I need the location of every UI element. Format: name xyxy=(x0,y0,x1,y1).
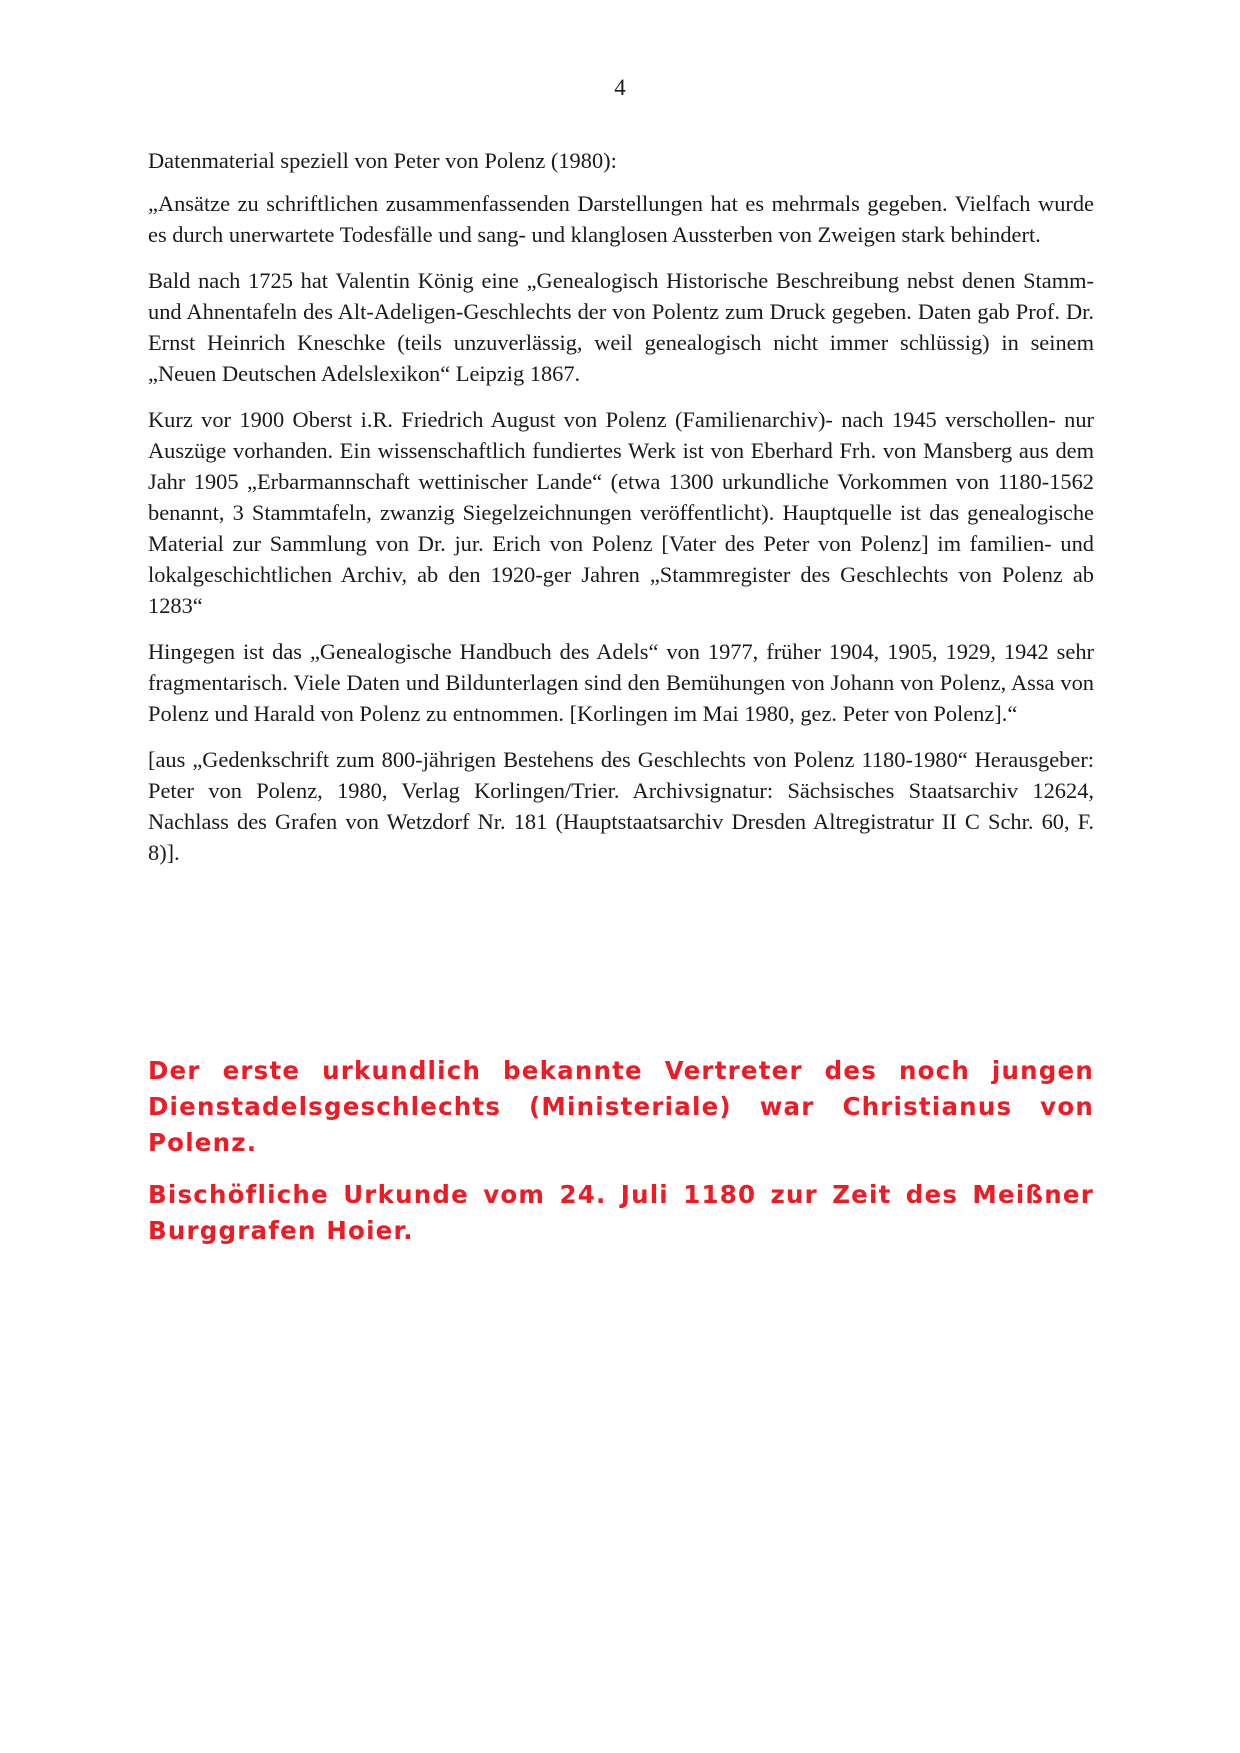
highlight-block xyxy=(148,1053,1094,1265)
paragraph-handbuch: Hingegen ist das „Genealogische Handbuch des Adels“ von 1977, früher 1904, 1905, 1929, 1942 sehr fragmentarisch. Viele Daten und Bildunterlagen sind den Bemühungen von Johann von Polenz, Assa von Polenz und Harald von Polenz zu entnommen. [Korlingen im Mai 1980, gez. Peter von Polenz].“ xyxy=(148,639,1094,726)
highlight-charter: Bischöfliche Urkunde vom 24. Juli 1180 zur Zeit des Meißner Burggrafen Hoier. xyxy=(148,1180,1094,1245)
page-number: 4 xyxy=(614,75,626,100)
main-text-block xyxy=(148,145,1094,883)
paragraph-mansberg: Kurz vor 1900 Oberst i.R. Friedrich August von Polenz (Familienarchiv)- nach 1945 verschollen- nur Auszüge vorhanden. Ein wissenschaftlich fundiertes Werk ist von Eberhard Frh. von Mansberg aus dem Jahr 1905 „Erbarmannschaft wettinischer Lande“ (etwa 1300 urkundliche Vorkommen von 1180-1562 benannt, 3 Stammtafeln, zwanzig Siegelzeichnungen veröffentlicht). Hauptquelle ist das genealogische Material zur Sammlung von Dr. jur. Erich von Polenz [Vater des Peter von Polenz] im familien- und lokalgeschichtlichen Archiv, ab den 1920-ger Jahren „Stammregister des Geschlechts von Polenz ab 1283“ xyxy=(148,407,1094,618)
paragraph-source: [aus „Gedenkschrift zum 800-jährigen Bestehens des Geschlechts von Polenz 1180-1980“ Herausgeber: Peter von Polenz, 1980, Verlag Korlingen/Trier. Archivsignatur: Sächsisches Staatsarchiv 12624, Nachlass des Grafen von Wetzdorf Nr. 181 (Hauptstaatsarchiv Dresden Altregistratur II C Schr. 60, F. 8)]. xyxy=(148,747,1094,865)
highlight-first-representative: Der erste urkundlich bekannte Vertreter des noch jungen Dienstadelsgeschlechts (Ministeriale) war Christianus von Polenz. xyxy=(148,1056,1094,1157)
intro-line: Datenmaterial speziell von Peter von Polenz (1980): xyxy=(148,148,617,173)
paragraph-quote-start: „Ansätze zu schriftlichen zusammenfassenden Darstellungen hat es mehrmals gegeben. Vielfach wurde es durch unerwartete Todesfälle und sang- und klanglosen Aussterben von Zweigen stark behindert. xyxy=(148,191,1094,247)
paragraph-koenig: Bald nach 1725 hat Valentin König eine „Genealogisch Historische Beschreibung nebst denen Stamm- und Ahnentafeln des Alt-Adeligen-Geschlechts der von Polentz zum Druck gegeben. Daten gab Prof. Dr. Ernst Heinrich Kneschke (teils unzuverlässig, weil genealogisch nicht immer schlüssig) in seinem „Neuen Deutschen Adelslexikon“ Leipzig 1867. xyxy=(148,268,1094,386)
